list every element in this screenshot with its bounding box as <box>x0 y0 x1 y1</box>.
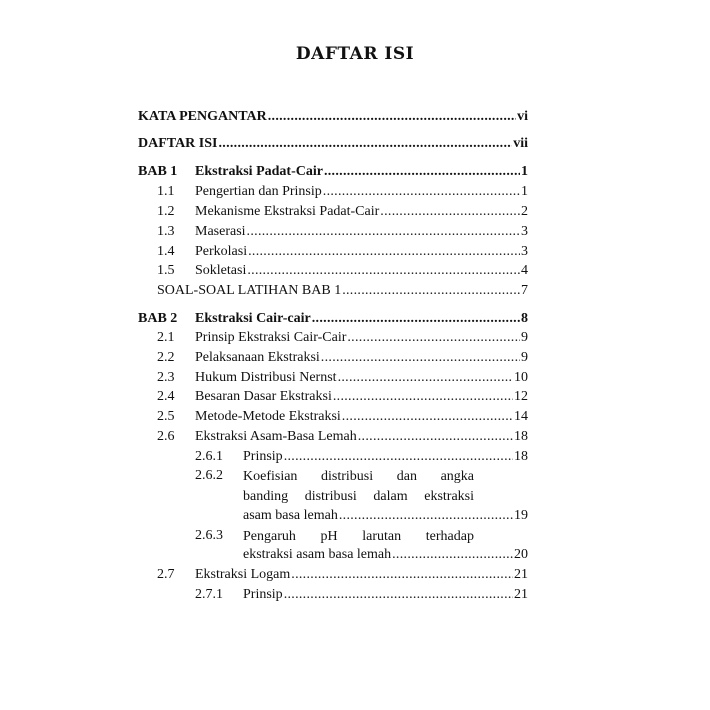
toc-subsection-2-6-2-line-2: banding distribusi dalam ekstraksi <box>243 489 474 504</box>
subsection-number: 2.6.2 <box>195 468 223 483</box>
dot-leader <box>284 448 513 466</box>
dot-leader <box>284 586 513 604</box>
subsection-number: 2.7.1 <box>195 587 223 602</box>
toc-page: 8 <box>521 311 528 326</box>
toc-label: DAFTAR ISI <box>138 136 218 151</box>
toc-section-2-5[interactable] <box>157 408 528 426</box>
toc-section-1-3[interactable] <box>157 223 528 241</box>
section-number: 2.7 <box>157 567 175 582</box>
section-number: 2.6 <box>157 429 175 444</box>
section-title: Maserasi <box>195 224 246 239</box>
subsection-title: Prinsip <box>243 587 283 602</box>
toc-page: vi <box>517 109 528 124</box>
toc-exercise-bab-1[interactable] <box>157 282 528 300</box>
toc-page: 9 <box>521 330 528 345</box>
subsection-number: 2.6.3 <box>195 528 223 543</box>
toc-subsection-2-7-1[interactable] <box>195 586 528 604</box>
toc-page: 4 <box>521 263 528 278</box>
toc-subsection-2-6-3-line-1: Pengaruh pH larutan terhadap <box>243 529 474 544</box>
chapter-number: BAB 1 <box>138 164 178 179</box>
dot-leader <box>218 135 512 153</box>
toc-section-1-4[interactable] <box>157 243 528 261</box>
section-number: 2.2 <box>157 350 175 365</box>
toc-section-2-7[interactable] <box>157 566 528 584</box>
dot-leader <box>324 163 520 181</box>
dot-leader <box>358 428 513 446</box>
section-number: 1.3 <box>157 224 175 239</box>
toc-page: 2 <box>521 204 528 219</box>
section-title: Pelaksanaan Ekstraksi <box>195 350 320 365</box>
dot-leader <box>323 183 520 201</box>
section-number: 1.1 <box>157 184 175 199</box>
section-number: 2.3 <box>157 370 175 385</box>
toc-page: 7 <box>521 283 528 298</box>
section-title: Besaran Dasar Ekstraksi <box>195 389 332 404</box>
toc-page: 21 <box>514 587 528 602</box>
chapter-title: Ekstraksi Cair-cair <box>195 311 311 326</box>
toc-chapter-bab-2[interactable] <box>138 310 528 328</box>
dot-leader <box>339 507 513 525</box>
toc-page: 18 <box>514 429 528 444</box>
section-number: 1.5 <box>157 263 175 278</box>
section-title: Metode-Metode Ekstraksi <box>195 409 341 424</box>
toc-section-1-5[interactable] <box>157 262 528 280</box>
toc-page: 10 <box>514 370 528 385</box>
dot-leader <box>247 262 520 280</box>
dot-leader <box>312 310 520 328</box>
section-number: 2.5 <box>157 409 175 424</box>
toc-subsection-2-6-2-number <box>195 467 245 485</box>
dot-leader <box>247 223 520 241</box>
toc-page: 14 <box>514 409 528 424</box>
toc-page: 1 <box>521 184 528 199</box>
subsection-number: 2.6.1 <box>195 449 223 464</box>
toc-section-2-4[interactable] <box>157 388 528 406</box>
section-title: Pengertian dan Prinsip <box>195 184 322 199</box>
toc-subsection-2-6-2-line-1: Koefisian distribusi dan angka <box>243 469 474 484</box>
toc-section-2-2[interactable] <box>157 349 528 367</box>
toc-section-1-2[interactable] <box>157 203 528 221</box>
toc-entry-daftar-isi[interactable] <box>138 135 528 153</box>
section-title: Perkolasi <box>195 244 248 259</box>
toc-chapter-bab-1[interactable] <box>138 163 528 181</box>
dot-leader <box>342 282 520 300</box>
dot-leader <box>321 349 520 367</box>
toc-label: KATA PENGANTAR <box>138 109 267 124</box>
dot-leader <box>268 108 516 126</box>
subsection-title: Prinsip <box>243 449 283 464</box>
toc-section-2-1[interactable] <box>157 329 528 347</box>
chapter-number: BAB 2 <box>138 311 178 326</box>
toc-page: 18 <box>514 449 528 464</box>
dot-leader <box>380 203 520 221</box>
subsection-title: asam basa lemah <box>243 508 338 523</box>
toc-page: 19 <box>514 508 528 523</box>
section-number: 1.4 <box>157 244 175 259</box>
section-title: Ekstraksi Logam <box>195 567 291 582</box>
toc-page: vii <box>513 136 528 151</box>
subsection-title: ekstraksi asam basa lemah <box>243 547 392 562</box>
toc-page: 1 <box>521 164 528 179</box>
page-title: DAFTAR ISI <box>295 44 415 64</box>
toc-section-2-6[interactable] <box>157 428 528 446</box>
exercise-title: SOAL-SOAL LATIHAN BAB 1 <box>157 283 342 298</box>
toc-subsection-2-6-3[interactable] <box>243 546 528 564</box>
toc-subsection-2-6-1[interactable] <box>195 448 528 466</box>
section-title: Mekanisme Ekstraksi Padat-Cair <box>195 204 380 219</box>
toc-entry-kata-pengantar[interactable] <box>138 108 528 126</box>
toc-page: 9 <box>521 350 528 365</box>
dot-leader <box>392 546 513 564</box>
section-title: Sokletasi <box>195 263 247 278</box>
section-title: Hukum Distribusi Nernst <box>195 370 337 385</box>
dot-leader <box>347 329 520 347</box>
toc-page: 3 <box>521 224 528 239</box>
dot-leader <box>338 369 513 387</box>
toc-section-2-3[interactable] <box>157 369 528 387</box>
toc-page: 12 <box>514 389 528 404</box>
chapter-title: Ekstraksi Padat-Cair <box>195 164 323 179</box>
dot-leader <box>342 408 513 426</box>
toc-page: 20 <box>514 547 528 562</box>
dot-leader <box>291 566 513 584</box>
section-title: Prinsip Ekstraksi Cair-Cair <box>195 330 347 345</box>
toc-page: 21 <box>514 567 528 582</box>
toc-page: 3 <box>521 244 528 259</box>
toc-subsection-2-6-2[interactable] <box>243 507 528 525</box>
dot-leader <box>333 388 513 406</box>
section-title: Ekstraksi Asam-Basa Lemah <box>195 429 357 444</box>
section-number: 1.2 <box>157 204 175 219</box>
section-number: 2.4 <box>157 389 175 404</box>
toc-section-1-1[interactable] <box>157 183 528 201</box>
toc-subsection-2-6-3-number <box>195 527 245 545</box>
section-number: 2.1 <box>157 330 175 345</box>
dot-leader <box>248 243 520 261</box>
